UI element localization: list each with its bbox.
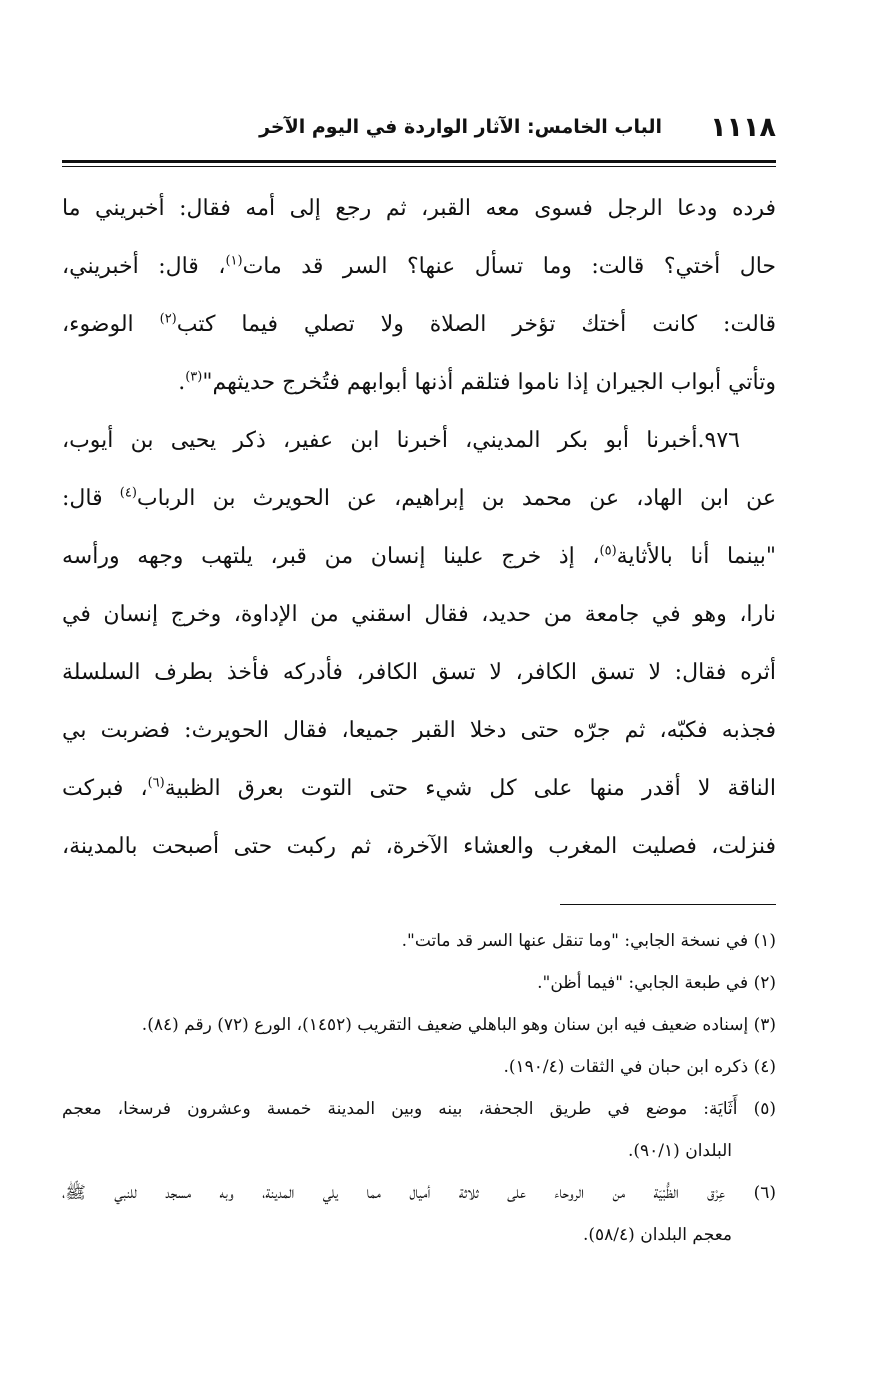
header-rule-thick — [62, 160, 776, 163]
page-header — [62, 112, 776, 152]
footnote-4: (٤) ذكره ابن حبان في الثقات (١٩٠/٤). — [503, 1057, 776, 1077]
text-line: عن ابن الهاد، عن محمد بن إبراهيم، عن الحويرث بن الرباب$^{(٤)}$ قال: — [62, 485, 776, 511]
footnote-mark: (٤) — [119, 485, 137, 501]
page-number: ١١١٨ — [710, 112, 776, 143]
footnote-mark: (٢) — [159, 311, 177, 327]
text-line: فرده ودعا الرجل فسوى معه القبر، ثم رجع إلى أمه فقال: أخبريني ما — [62, 196, 776, 221]
running-title: الباب الخامس: الآثار الواردة في اليوم الآخر — [259, 116, 662, 138]
footnote-3: (٣) إسناده ضعيف فيه ابن سنان وهو الباهلي ضعيف التقريب (١٤٥٢)، الورع (٧٢) رقم (٨٤). — [141, 1015, 776, 1035]
text-line: الناقة لا أقدر منها على كل شيء حتى التوت بعرق الظبية$^{(٦)}$، فبركت — [62, 775, 776, 801]
text-line: نارا، وهو في جامعة من حديد، فقال اسقني من الإداوة، وخرج إنسان في — [62, 602, 776, 627]
main-text — [62, 180, 776, 876]
footnote-mark: (٥) — [599, 543, 617, 559]
footnote-5-line-1: (٥) أَثَايَة: موضع في طريق الجحفة، بينه وبين المدينة خمسة وعشرون فرسخا، معجم — [62, 1099, 776, 1119]
footnote-rule — [560, 904, 776, 905]
footnotes — [62, 920, 776, 1256]
footnote-6 — [62, 1172, 776, 1256]
footnote-6-line-1: (٦) عِرْق الظُّبْيَة من الروحاء على ثلاثة أميال مما يلي المدينة، وبه مسجد للنبي ﷺ، — [62, 1183, 776, 1203]
footnote-mark: (٦) — [147, 775, 165, 791]
footnote-1: (١) في نسخة الجابي: "وما تنقل عنها السر قد ماتت". — [401, 931, 776, 951]
footnote-5-line-2: البلدان (٩٠/١). — [628, 1141, 732, 1161]
text-line: قالت: كانت أختك تؤخر الصلاة ولا تصلي فيما كتب$^{(٢)}$ الوضوء، — [62, 311, 776, 337]
text-line: ٩٧٦.أخبرنا أبو بكر المديني، أخبرنا ابن عفير، ذكر يحيى بن أيوب، — [62, 428, 740, 453]
header-rule-thin — [62, 166, 776, 167]
text-line: فجذبه فكبّه، ثم جرّه حتى دخلا القبر جميعا، فقال الحويرث: فضربت بي — [62, 718, 776, 743]
text-line: أثره فقال: لا تسق الكافر، لا تسق الكافر، فأدركه فأخذ بطرف السلسلة — [62, 660, 776, 685]
text-line: فنزلت، فصليت المغرب والعشاء الآخرة، ثم ركبت حتى أصبحت بالمدينة، — [62, 834, 776, 859]
text-line: "بينما أنا بالأثاية$^{(٥)}$، إذ خرج علينا إنسان من قبر، يلتهب وجهه ورأسه — [62, 543, 777, 569]
text-line: حال أختي؟ قالت: وما تسأل عنها؟ السر قد مات$^{(١)}$، قال: أخبريني، — [62, 253, 776, 279]
footnote-mark: (٣) — [185, 369, 203, 385]
footnote-5 — [62, 1088, 776, 1172]
footnote-2: (٢) في طبعة الجابي: "فيما أظن". — [537, 973, 776, 993]
footnote-mark: (١) — [225, 253, 243, 269]
footnote-6-line-2: معجم البلدان (٥٨/٤). — [583, 1225, 732, 1245]
text-line: وتأتي أبواب الجيران إذا ناموا فتلقم أذنها أبوابهم فتُخرج حديثهم"$^{(٣)}$. — [178, 369, 776, 395]
